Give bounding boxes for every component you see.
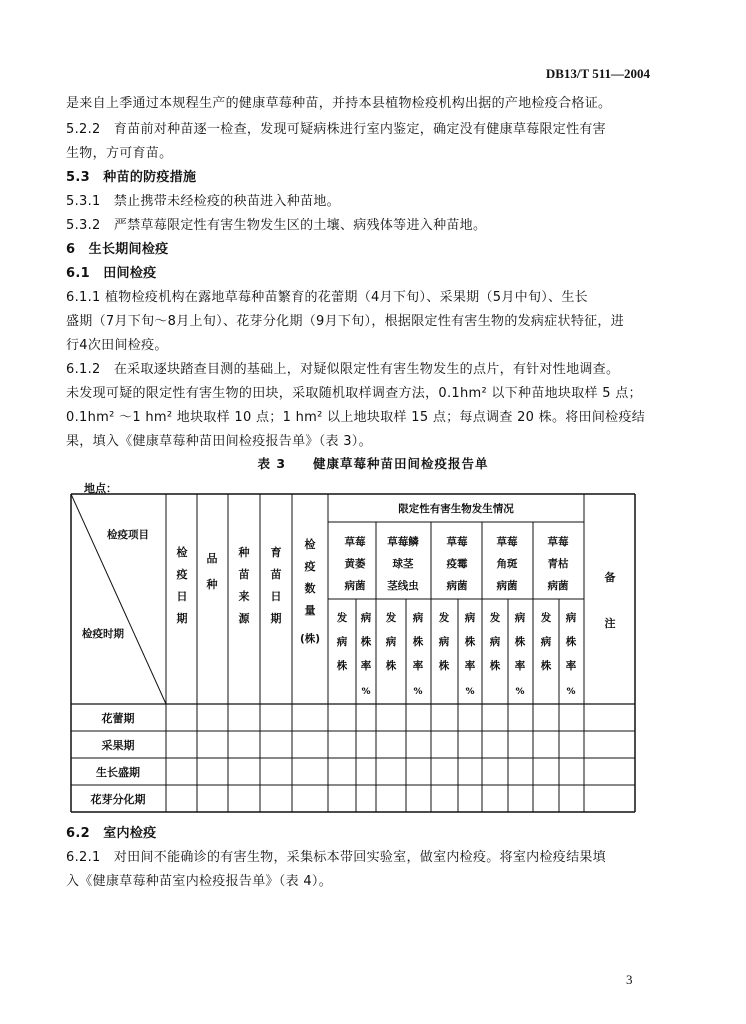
col-quantity: 检疫数量 [304, 538, 316, 617]
sub-col-infected: 发病株 [489, 612, 501, 672]
disease-0: 黄萎 [344, 558, 366, 570]
disease-0: 草莓 [344, 536, 366, 548]
text-line: 入《健康草莓种苗室内检疫报告单》（表 4）。 [66, 874, 333, 889]
table-caption: 表 3 健康草莓种苗田间检疫报告单 [257, 456, 489, 471]
sub-col-infected: 发病株 [438, 612, 450, 672]
sub-col-rate: 病株率 [464, 612, 476, 672]
group-header: 限定性有害生物发生情况 [398, 503, 514, 515]
disease-1: 球茎 [392, 558, 414, 570]
disease-4: 青枯 [547, 558, 569, 570]
sub-col-infected: 发病株 [336, 612, 348, 672]
disease-1: 茎线虫 [387, 580, 419, 592]
sub-col-infected: 发病株 [385, 612, 397, 672]
sub-col-percent: % [515, 687, 525, 697]
text-line: 6.2 室内检疫 [66, 826, 157, 841]
col-remark: 备注 [604, 571, 616, 630]
sub-col-percent: % [465, 687, 475, 697]
disease-1: 草莓鳞 [387, 536, 419, 548]
place-label: 地点： [84, 482, 117, 495]
disease-4: 病菌 [547, 580, 569, 592]
sub-col-percent: % [361, 687, 371, 697]
doc-header: DB13/T 511—2004 [545, 66, 650, 81]
disease-3: 病菌 [496, 580, 518, 592]
row-label: 花蕾期 [101, 712, 135, 725]
disease-4: 草莓 [547, 536, 569, 548]
col-quantity-unit: (株) [299, 633, 321, 645]
text-line: 6.1 田间检疫 [66, 266, 157, 281]
sub-col-percent: % [413, 687, 423, 697]
text-line: 未发现可疑的限定性有害生物的田块，采取随机取样调查方法，0.1hm² 以下种苗地块取样 5 点； [66, 386, 642, 401]
text-line: 6.1.2 在采取逐块踏查目测的基础上，对疑似限定性有害生物发生的点片，有针对性地调查。 [66, 362, 620, 377]
text-line: 5.3.1 禁止携带未经检疫的秧苗进入种苗地。 [66, 194, 340, 209]
sub-col-rate: 病株率 [514, 612, 526, 672]
text-line: 果，填入《健康草莓种苗田间检疫报告单》（表 3）。 [66, 434, 372, 449]
sub-col-rate: 病株率 [565, 612, 577, 672]
disease-3: 角斑 [496, 558, 518, 570]
text-line: 6.2.1 对田间不能确诊的有害生物，采集标本带回实验室，做室内检疫。将室内检疫结果填 [66, 850, 606, 865]
disease-2: 草莓 [446, 536, 468, 548]
disease-2: 病菌 [446, 580, 468, 592]
col-3: 育苗日期 [270, 546, 282, 625]
col-2: 种苗来源 [238, 546, 250, 625]
col-1: 品种 [206, 552, 218, 591]
text-line: 6.1.1 植物检疫机构在露地草莓种苗繁育的花蕾期（4月下旬）、采果期（5月中旬）、生长 [66, 290, 588, 305]
sub-col-rate: 病株率 [360, 612, 372, 672]
row-label: 采果期 [101, 739, 135, 752]
text-line: 行4次田间检疫。 [66, 338, 168, 353]
text-line: 是来自上季通过本规程生产的健康草莓种苗，并持本县植物检疫机构出据的产地检疫合格证。 [66, 96, 612, 111]
row-label: 生长盛期 [96, 766, 140, 779]
text-line: 盛期（7月下旬～8月上旬）、花芽分化期（9月下旬），根据限定性有害生物的发病症状特征，进 [66, 314, 625, 329]
disease-2: 疫霉 [446, 558, 468, 570]
text-line: 生物，方可育苗。 [66, 146, 173, 161]
sub-col-percent: % [566, 687, 576, 697]
row-label: 花芽分化期 [90, 793, 146, 806]
text-line: 5.2.2 育苗前对种苗逐一检查，发现可疑病株进行室内鉴定，确定没有健康草莓限定性有害 [66, 122, 606, 137]
text-line: 5.3 种苗的防疫措施 [66, 170, 197, 185]
text-line: 5.3.2 严禁草莓限定性有害生物发生区的土壤、病残体等进入种苗地。 [66, 218, 487, 233]
sub-col-infected: 发病株 [540, 612, 552, 672]
diag-label-top: 检疫项目 [107, 529, 149, 541]
disease-0: 病菌 [344, 580, 366, 592]
diag-label-bottom: 检疫时期 [82, 628, 124, 640]
page-number: 3 [626, 972, 633, 987]
col-0: 检疫日期 [176, 546, 188, 625]
disease-3: 草莓 [496, 536, 518, 548]
text-line: 0.1hm² ～1 hm² 地块取样 10 点；1 hm² 以上地块取样 15 点；每点调查 20 株。将田间检疫结 [66, 410, 646, 425]
table-rule [71, 494, 166, 704]
sub-col-rate: 病株率 [412, 612, 424, 672]
text-line: 6 生长期间检疫 [66, 242, 169, 257]
